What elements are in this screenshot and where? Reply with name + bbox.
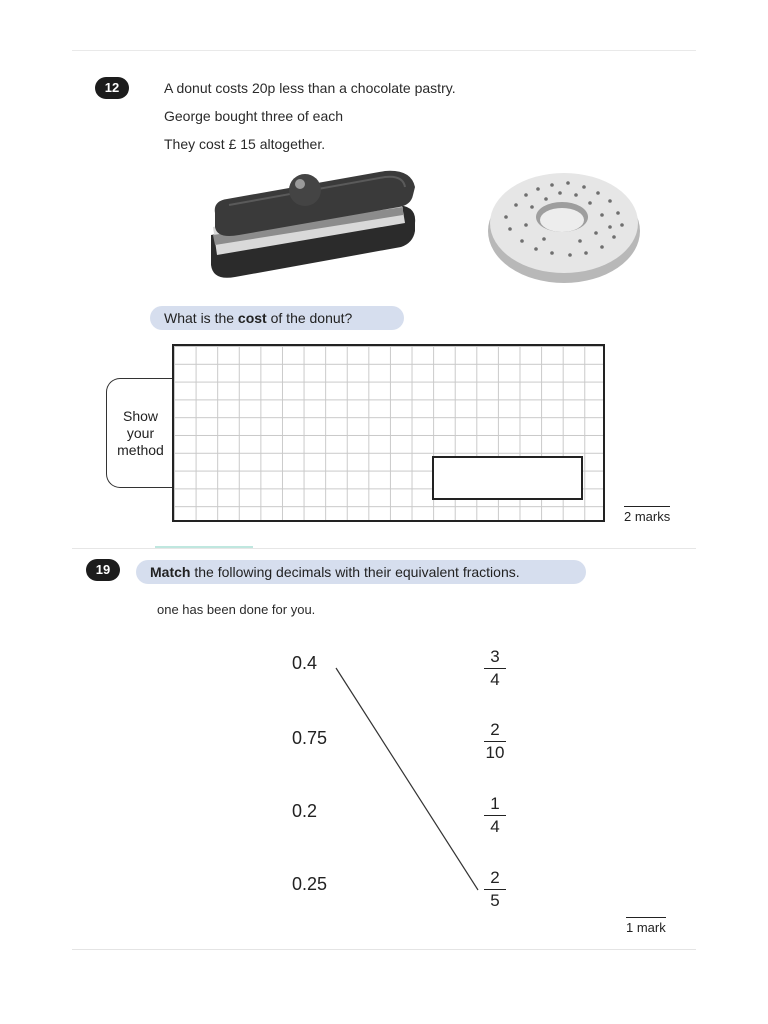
donut-image — [486, 165, 644, 287]
fraction-numerator: 1 — [490, 794, 500, 813]
method-label-line-3: method — [117, 441, 164, 458]
question-19-number: 19 — [86, 559, 120, 581]
fraction-bar — [484, 668, 506, 669]
decimal-item[interactable]: 0.75 — [292, 728, 328, 748]
question-12-line-1: A donut costs 20p less than a chocolate pastry. — [164, 80, 456, 96]
accent-rule — [155, 546, 253, 548]
show-your-method-tab — [106, 378, 174, 488]
fraction-bar — [484, 889, 506, 890]
instruction-bold: Match — [150, 564, 191, 580]
fraction-item[interactable] — [480, 868, 510, 911]
question-12-line-2: George bought three of each — [164, 108, 344, 124]
fraction-bar — [484, 815, 506, 816]
question-12-number: 12 — [95, 77, 129, 99]
fraction-numerator: 2 — [490, 868, 500, 887]
question-19-note: one has been done for you. — [157, 602, 316, 617]
fraction-denominator: 4 — [490, 817, 500, 836]
decimal-item[interactable]: 0.4 — [292, 653, 318, 673]
section-divider — [72, 548, 696, 549]
fraction-denominator: 4 — [490, 670, 500, 689]
decimal-item[interactable]: 0.25 — [292, 874, 328, 894]
fraction-bar — [484, 741, 506, 742]
fraction-denominator: 5 — [490, 891, 500, 910]
chocolate-pastry-image — [205, 165, 425, 290]
method-label-line-1: Show — [122, 407, 159, 424]
question-19-instruction — [136, 560, 586, 584]
fraction-numerator: 3 — [490, 647, 500, 666]
instruction-rest: the following decimals with their equivalent fractions. — [190, 564, 520, 580]
fraction-item[interactable] — [480, 794, 510, 837]
answer-box[interactable] — [432, 456, 583, 500]
fraction-item[interactable] — [480, 720, 510, 763]
prompt-text-suffix: of the donut? — [266, 310, 353, 326]
question-12-prompt — [150, 306, 404, 330]
fraction-numerator: 2 — [490, 720, 500, 739]
question-12-line-3: They cost £ 15 altogether. — [164, 136, 326, 152]
prompt-text-bold: cost — [237, 310, 267, 326]
fraction-item[interactable] — [480, 647, 510, 690]
method-label-line-2: your — [126, 424, 155, 441]
prompt-text-prefix: What is the — [164, 310, 238, 326]
fraction-denominator: 10 — [485, 743, 505, 762]
question-12-marks: 2 marks — [624, 506, 670, 524]
decimal-item[interactable]: 0.2 — [292, 801, 318, 821]
question-19-marks: 1 mark — [626, 917, 666, 935]
